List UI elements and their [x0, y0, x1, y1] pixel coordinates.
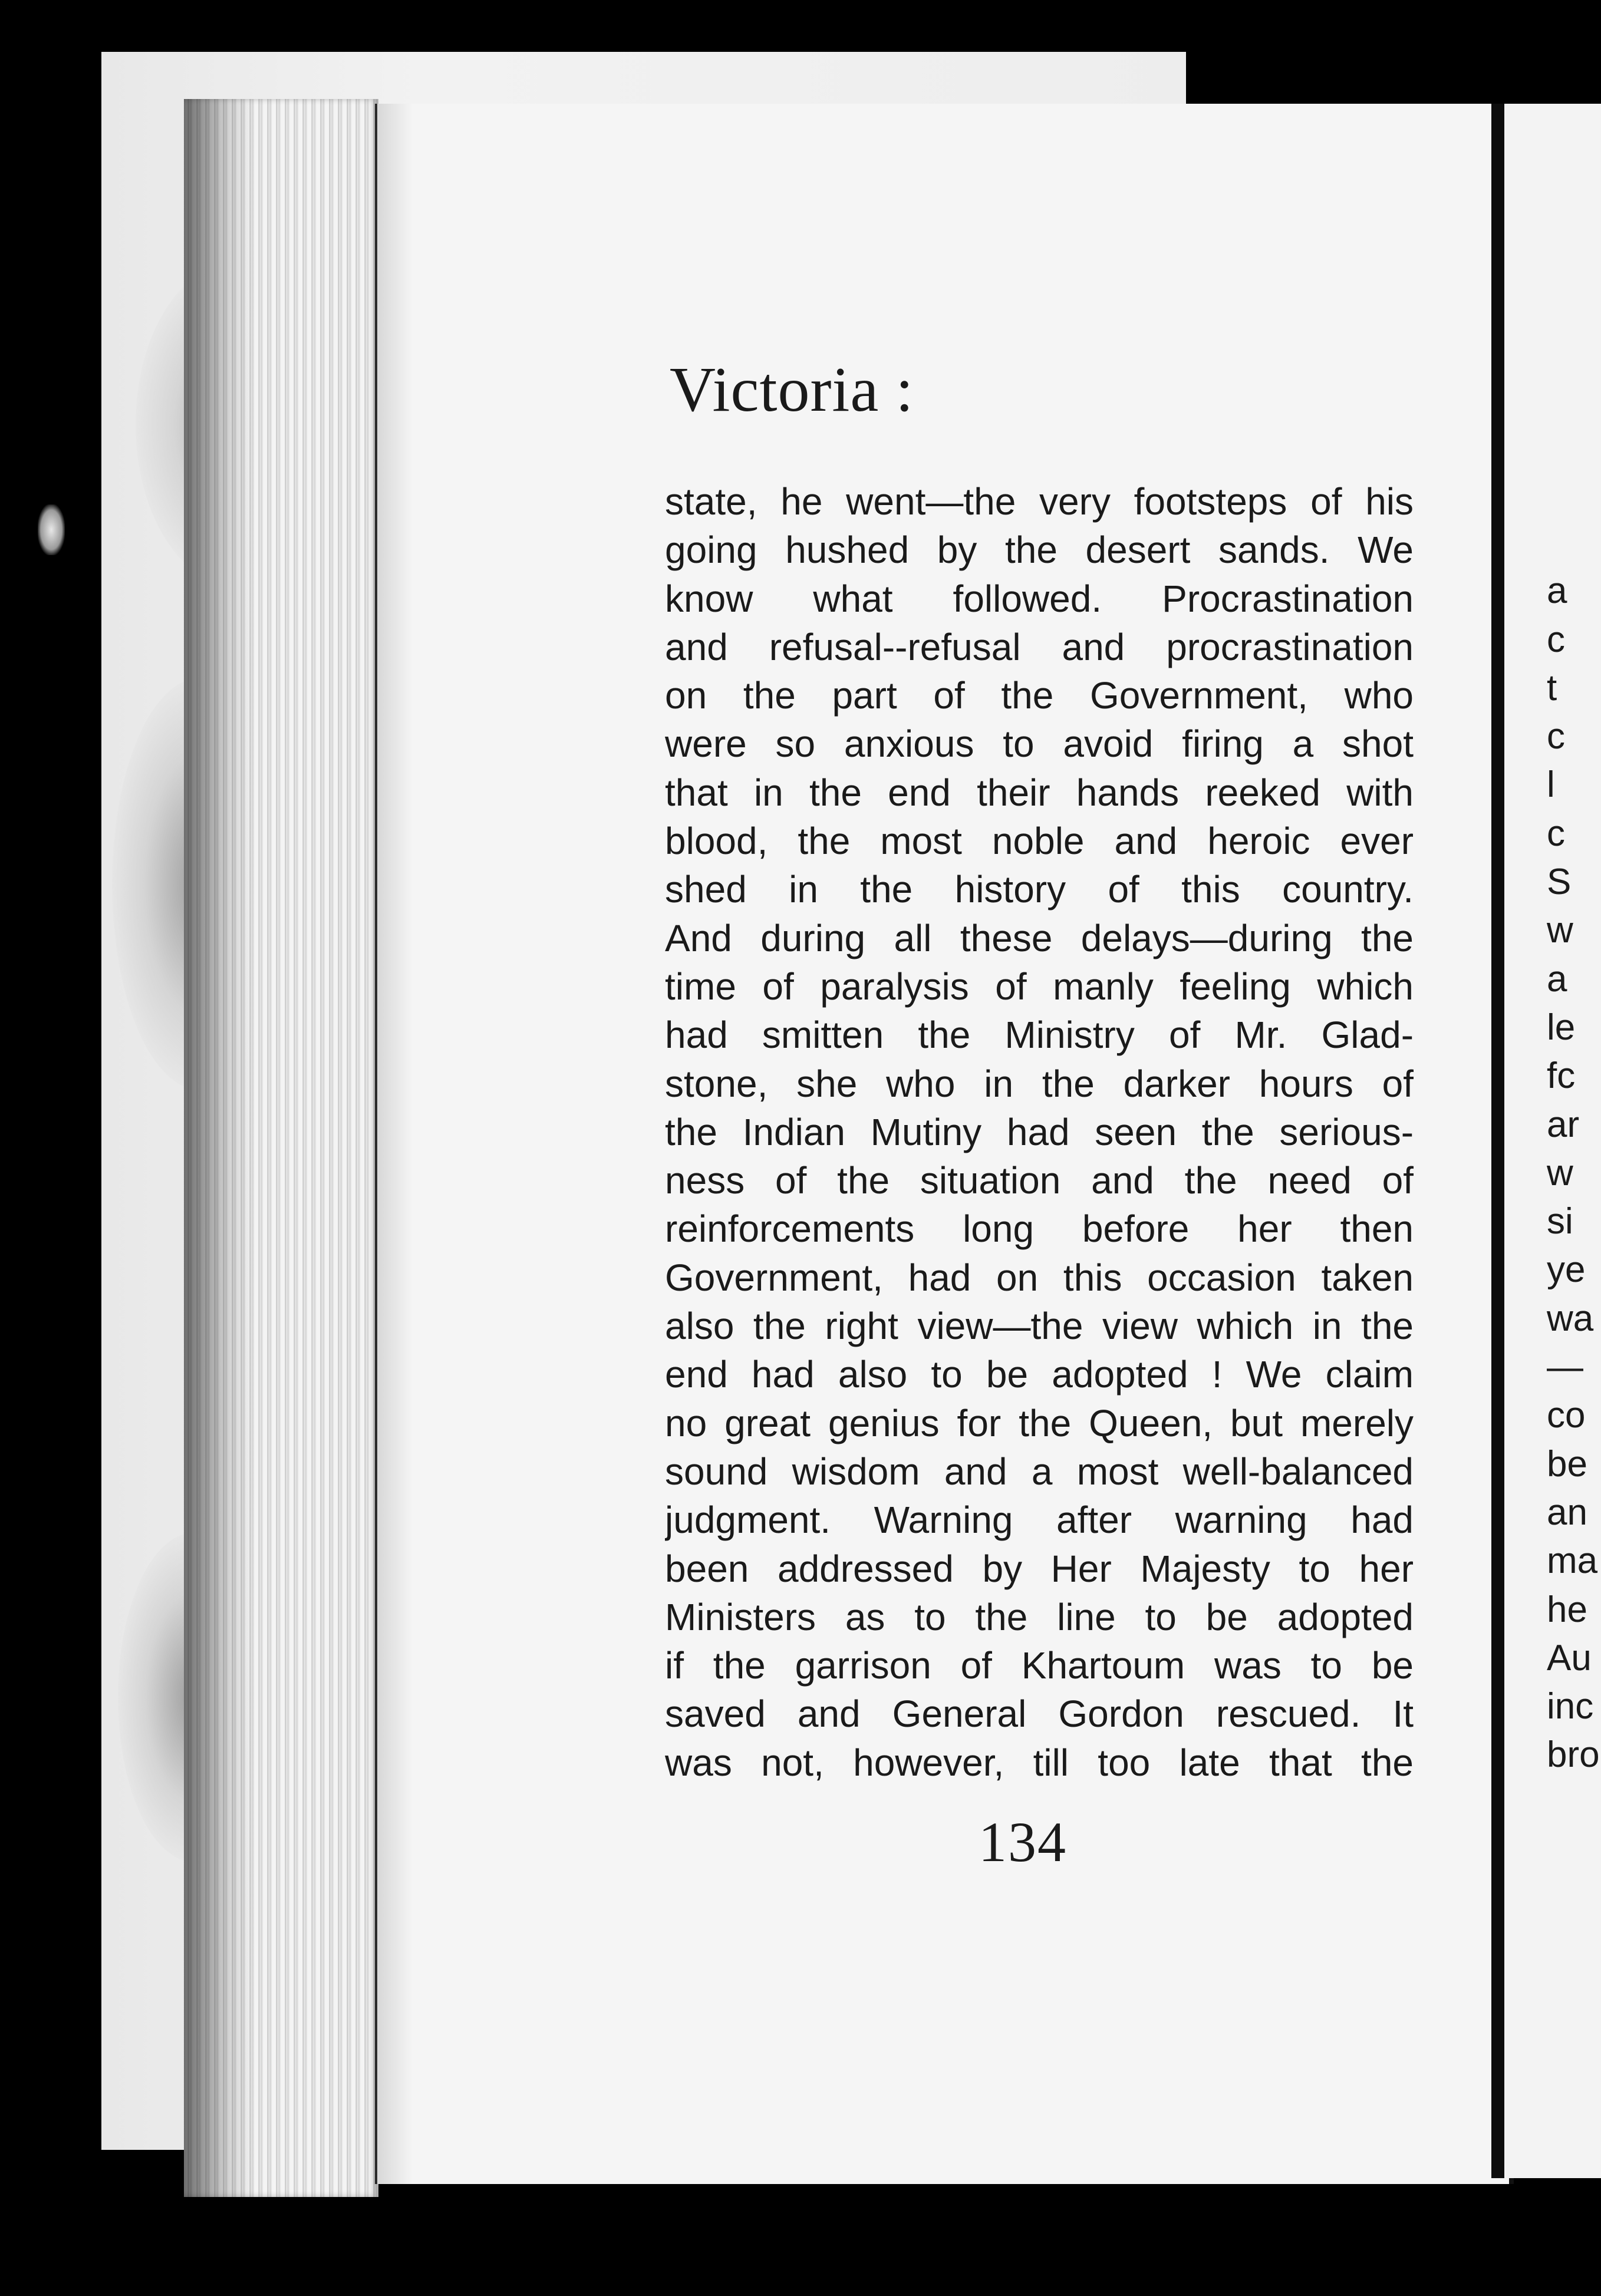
text-line: ness of the situation and the need of — [665, 1159, 1414, 1202]
text-line: no great genius for the Queen, but merely — [665, 1401, 1414, 1444]
body-text — [665, 477, 1414, 1787]
text-line: had smitten the Ministry of Mr. Glad- — [665, 1014, 1414, 1057]
text-line: stone, she who in the darker hours of — [665, 1062, 1414, 1105]
facing-text-fragment: ar — [1547, 1104, 1580, 1145]
text-line: And during all these delays—during the — [665, 916, 1414, 959]
text-line: also the right view—the view which in the — [665, 1305, 1414, 1348]
facing-text-fragment: he — [1547, 1589, 1587, 1630]
text-line: Government, had on this occasion taken — [665, 1256, 1414, 1299]
text-line: that in the end their hands reeked with — [665, 771, 1414, 814]
text-line: blood, the most noble and heroic ever — [665, 820, 1414, 863]
facing-text-fragment: a — [1547, 958, 1567, 999]
facing-text-fragment: l — [1547, 764, 1555, 806]
facing-text-fragment: c — [1547, 619, 1565, 660]
text-line: shed in the history of this country. — [665, 868, 1414, 911]
facing-text-fragment: an — [1547, 1492, 1587, 1533]
text-line: state, he went—the very footsteps of his — [665, 480, 1414, 523]
facing-text-fragment: w — [1547, 1152, 1573, 1193]
text-line: judgment. Warning after warning had — [665, 1499, 1414, 1542]
facing-text-fragment: S — [1547, 862, 1572, 903]
facing-text-fragment: c — [1547, 813, 1565, 854]
text-line: saved and General Gordon rescued. It — [665, 1693, 1414, 1736]
facing-text-fragment: ma — [1547, 1540, 1598, 1582]
facing-text-fragment: si — [1547, 1201, 1573, 1242]
facing-text-fragment: a — [1547, 570, 1567, 612]
facing-text-fragment: wa — [1547, 1298, 1594, 1339]
scan-blemish — [38, 504, 65, 555]
text-line: sound wisdom and a most well-balanced — [665, 1450, 1414, 1493]
facing-text-fragment: ye — [1547, 1249, 1586, 1291]
text-line: were so anxious to avoid firing a shot — [665, 723, 1414, 766]
facing-page-text — [1547, 519, 1601, 1780]
running-header: Victoria : — [670, 355, 914, 425]
scan-border-top — [0, 0, 1601, 52]
page-gutter-shadow — [377, 104, 413, 2184]
facing-text-fragment — [1547, 519, 1601, 567]
text-line: was not, however, till too late that the — [665, 1741, 1414, 1784]
text-line: Ministers as to the line to be adopted — [665, 1595, 1414, 1638]
text-line: time of paralysis of manly feeling which — [665, 965, 1414, 1008]
facing-text-fragment: fc — [1547, 1055, 1576, 1097]
facing-text-fragment: co — [1547, 1395, 1586, 1436]
facing-text-fragment: Au — [1547, 1637, 1592, 1678]
text-line: reinforcements long before her then — [665, 1208, 1414, 1251]
text-line: been addressed by Her Majesty to her — [665, 1547, 1414, 1590]
facing-text-fragment: w — [1547, 910, 1573, 951]
text-line: and refusal--refusal and procrastination — [665, 625, 1414, 668]
text-line: on the part of the Government, who — [665, 674, 1414, 717]
facing-text-fragment: bro — [1547, 1734, 1600, 1776]
page-number: 134 — [979, 1810, 1067, 1873]
facing-text-fragment: — — [1547, 1347, 1583, 1388]
facing-text-fragment: t — [1547, 667, 1557, 708]
facing-text-fragment: c — [1547, 716, 1565, 757]
facing-text-fragment: be — [1547, 1443, 1587, 1485]
text-line: if the garrison of Khartoum was to be — [665, 1644, 1414, 1687]
facing-text-fragment: le — [1547, 1007, 1576, 1048]
text-line: know what followed. Procrastination — [665, 577, 1414, 620]
text-line: the Indian Mutiny had seen the serious- — [665, 1110, 1414, 1153]
page-edge-shadow — [184, 99, 255, 2197]
text-line: going hushed by the desert sands. We — [665, 529, 1414, 572]
text-line: end had also to be adopted ! We claim — [665, 1353, 1414, 1396]
facing-text-fragment: inc — [1547, 1686, 1594, 1727]
